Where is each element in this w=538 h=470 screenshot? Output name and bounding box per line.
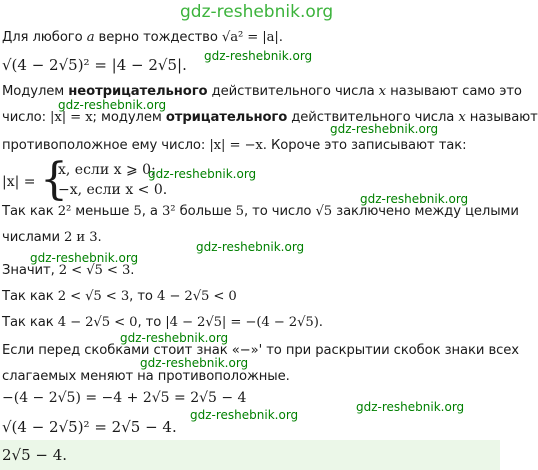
l8-math: 2 < √5 < 3 [58,263,131,278]
l9-text-a: Так как [2,289,58,304]
l6-math-4: 5 [235,204,244,219]
text-line-4 [2,110,538,126]
l6-text-f: заключено между целыми [332,204,519,219]
l10-math-2: |4 − 2√5| = −(4 − 2√5). [165,315,323,330]
text-line-1 [2,30,283,46]
l5-text-a: противоположное ему число: [2,138,210,153]
watermark-top: gdz-reshebnik.org [180,2,334,22]
l5-math: |x| = −x [209,138,263,153]
l9-text-b: , то [129,289,157,304]
l4-var: x [458,110,466,125]
formula-line-13: −(4 − 2√5) = −4 + 2√5 = 2√5 − 4 [2,390,247,406]
l3-var: x [378,84,387,99]
l8-text-b: . [130,263,135,278]
l3-bold: неотрицательного [68,84,208,99]
l9-math-1: 2 < √5 < 3 [57,289,130,304]
l6-text-c: , а [141,204,162,219]
answer: 2√5 − 4. [2,446,68,464]
l10-math-1: 4 − 2√5 < 0 [57,315,138,330]
l7-math: 2 и 3 [64,230,98,245]
text-line-11: Если перед скобками стоит знак «−»' то при раскрытии скобок знаки всех [2,343,519,358]
formula-line-2: √(4 − 2√5)² = |4 − 2√5|. [2,56,187,74]
text-line-9 [2,289,237,305]
text-line-6 [2,204,519,220]
l4-math: |x| = x [50,110,93,125]
l10-text-a: Так как [2,315,58,330]
l1-text-a: Для любого [2,30,87,45]
l9-math-2: 4 − 2√5 < 0 [156,289,237,304]
watermark: gdz-reshebnik.org [58,98,167,112]
watermark: gdz-reshebnik.org [196,240,305,254]
l6-math-2: 5 [133,204,142,219]
l6-text-d: больше [179,204,236,219]
piecewise-lhs: |x| = [2,174,36,190]
watermark: gdz-reshebnik.org [120,331,229,345]
piecewise-case-2: −x, если x < 0. [58,182,168,198]
watermark: gdz-reshebnik.org [356,400,465,414]
l4-text-c: действительного числа [287,110,459,125]
piecewise-case-1: x, если x ⩾ 0; [58,162,156,178]
watermark: gdz-reshebnik.org [148,167,257,181]
watermark: gdz-reshebnik.org [204,49,313,63]
piecewise-brace: { [40,154,68,205]
l4-text-d: называют [465,110,538,125]
l6-text-a: Так как [2,204,58,219]
l4-bold: отрицательного [165,110,288,125]
l6-math-3: 3² [161,204,180,219]
l6-math-5: √5 [315,204,333,219]
watermark: gdz-reshebnik.org [190,408,299,422]
text-line-10 [2,315,323,331]
l7-text-a: числами [2,230,65,245]
l1-var: a [86,30,95,45]
watermark: gdz-reshebnik.org [30,251,139,265]
answer-highlight [0,440,500,470]
text-line-8 [2,263,134,279]
l4-text-a: число: [2,110,51,125]
l3-text-b: действительного числа [207,84,379,99]
l6-text-e: , то число [243,204,316,219]
l1-formula: √a² = |a|. [221,30,283,45]
l1-text-b: верно тождество [94,30,222,45]
watermark: gdz-reshebnik.org [140,356,249,370]
text-line-5 [2,138,466,154]
watermark: gdz-reshebnik.org [330,122,439,136]
l6-math-1: 2² [57,204,76,219]
l5-text-b: . Короче это записывают так: [262,138,467,153]
watermark: gdz-reshebnik.org [360,192,469,206]
l4-text-b: ; модулем [92,110,166,125]
l6-text-b: меньше [75,204,134,219]
l3-text-c: называют само это [386,84,522,99]
text-line-7 [2,230,102,246]
formula-line-14: √(4 − 2√5)² = 2√5 − 4. [2,418,177,436]
l3-text-a: Модулем [2,84,69,99]
text-line-12: слагаемых меняют на противоположные. [2,369,290,384]
l8-text-a: Значит, [2,263,59,278]
l7-text-b: . [97,230,102,245]
l10-text-b: , то [137,315,166,330]
